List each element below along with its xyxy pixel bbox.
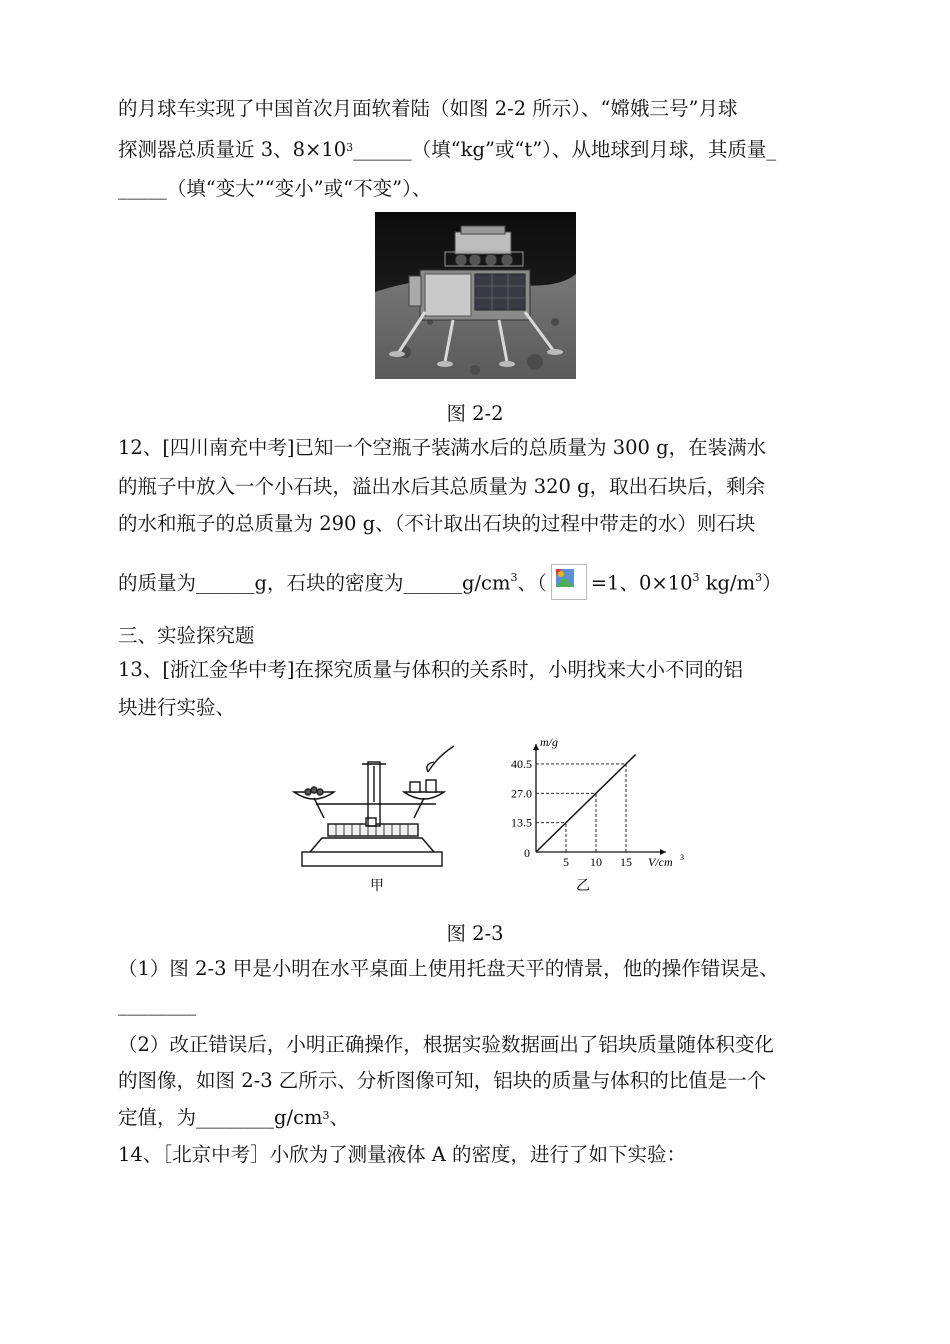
text-line: [118, 136, 776, 164]
text-span: ______（填“kg”或“t”）、从地球到月球，其质量_: [353, 138, 777, 161]
x-tick-label: 15: [620, 855, 632, 869]
section-heading: 三、实验探究题: [118, 624, 255, 647]
text-span: 探测器总质量近 3、8×10: [118, 138, 347, 161]
y-tick-label: 40.5: [511, 756, 532, 771]
text-line: （1）图 2-3 甲是小明在水平桌面上使用托盘天平的情景，他的操作错误是、: [118, 957, 779, 980]
text-line: 12、[四川南充中考]已知一个空瓶子装满水后的总质量为 300 g，在装满水: [118, 436, 767, 459]
text-line: ________: [118, 993, 196, 1016]
text-span: g/cm: [274, 1106, 323, 1129]
superscript: 3: [692, 571, 700, 584]
superscript: 3: [346, 141, 354, 154]
mass-volume-chart: [511, 735, 684, 869]
text-line: 块进行实验、: [118, 696, 236, 719]
figure-label-yi: 乙: [576, 878, 590, 894]
x-axis-label-superscript: 3: [680, 853, 684, 862]
text-line: 的月球车实现了中国首次月面软着陆（如图 2-2 所示）、“嫦娥三号”月球: [118, 97, 738, 120]
data-series-line: [536, 755, 636, 852]
figure-2-3: [290, 735, 684, 900]
text-line: 的水和瓶子的总质量为 290 g、（不计取出石块的过程中带走的水）则石块: [118, 512, 756, 535]
text-line: 13、[浙江金华中考]在探究质量与体积的关系时，小明找来大小不同的铝: [118, 658, 744, 681]
origin-label: 0: [524, 846, 530, 860]
x-tick-label: 5: [563, 855, 569, 869]
answer-blank: ________: [196, 1106, 275, 1129]
broken-image-icon: [551, 564, 587, 600]
text-line: _____（填“变大”“变小”或“不变”）、: [118, 177, 432, 200]
figure-2-3-svg: [290, 735, 684, 900]
text-line: 的瓶子中放入一个小石块，溢出水后其总质量为 320 g，取出石块后，剩余: [118, 475, 766, 498]
superscript: 3: [322, 1109, 330, 1122]
text-line: 的图像，如图 2-3 乙所示、分析图像可知，铝块的质量与体积的比值是一个: [118, 1069, 767, 1092]
y-tick-label: 13.5: [511, 815, 532, 830]
y-tick-label: 27.0: [511, 786, 532, 801]
balance-scale-drawing: [294, 746, 454, 866]
superscript: 3: [510, 571, 518, 584]
text-span: 的质量为______g，石块的密度为______g/cm: [118, 571, 511, 595]
text-span: 、: [329, 1106, 349, 1129]
lunar-lander-photo: [375, 212, 576, 379]
x-axis-label: V/cm: [648, 855, 673, 869]
text-span: =1、0×10: [590, 571, 693, 595]
text-line: [118, 566, 782, 602]
text-span: ）: [762, 571, 782, 595]
figure-caption: 图 2-2: [446, 402, 504, 425]
x-tick-label: 10: [590, 855, 602, 869]
figure-label-jia: 甲: [370, 878, 384, 894]
figure-caption: 图 2-3: [446, 922, 504, 945]
y-axis-label: m/g: [540, 735, 558, 749]
superscript: 3: [755, 571, 763, 584]
text-line: 14、［北京中考］小欣为了测量液体 A 的密度，进行了如下实验：: [118, 1143, 687, 1166]
text-span: 、（: [517, 571, 547, 595]
text-span: 定值，为: [118, 1106, 197, 1129]
text-line: [118, 1104, 349, 1132]
text-span: kg/m: [699, 571, 756, 595]
y-axis-arrow: [533, 744, 539, 750]
text-line: （2）改正错误后，小明正确操作，根据实验数据画出了铝块质量随体积变化: [118, 1033, 774, 1056]
